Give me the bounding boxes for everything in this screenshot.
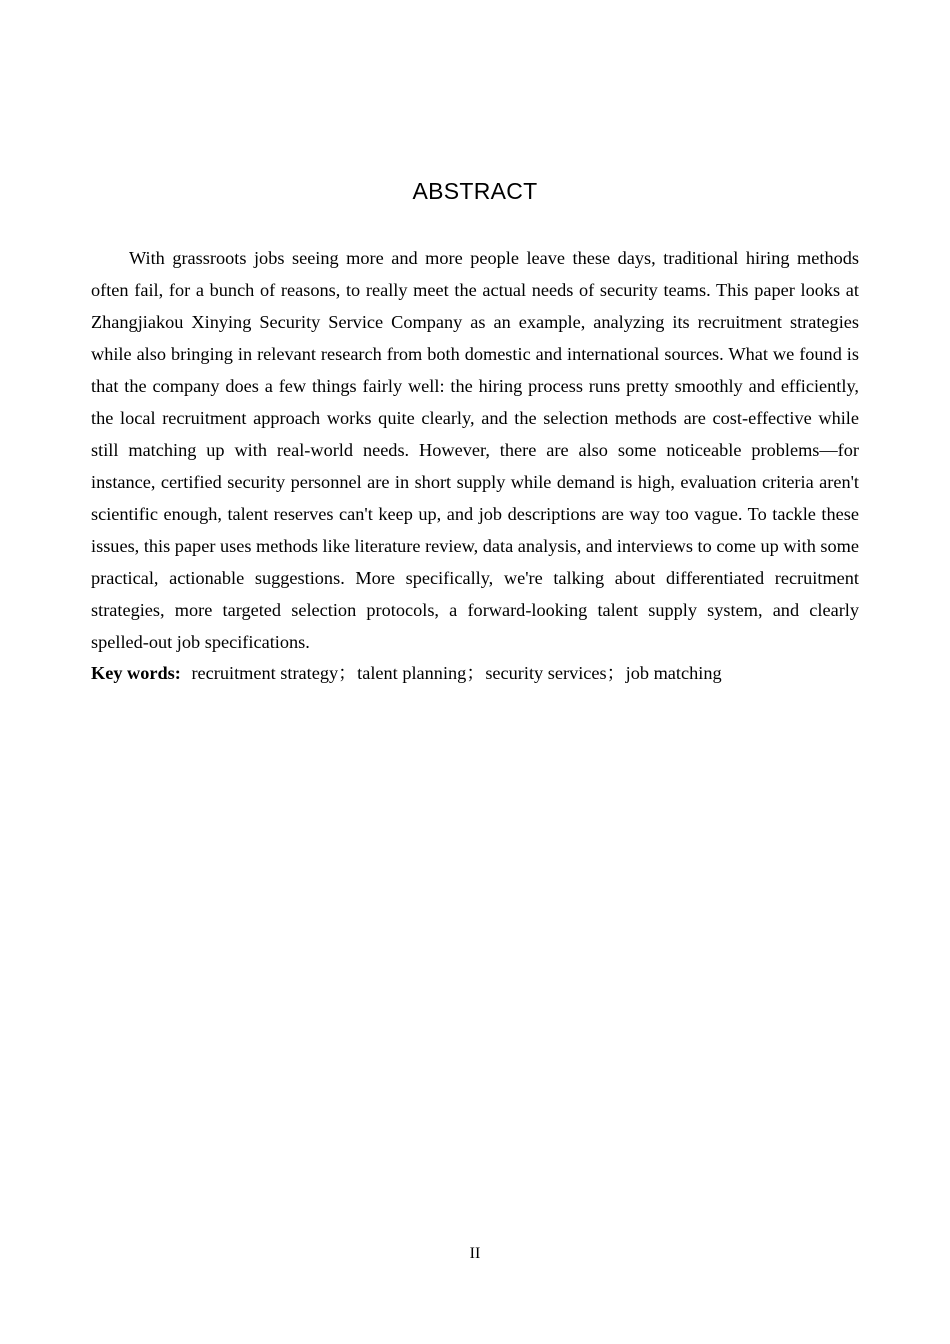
keyword-separator: ； <box>466 663 485 683</box>
keyword-separator: ； <box>338 663 357 683</box>
keyword-separator: ； <box>606 663 625 683</box>
abstract-title: ABSTRACT <box>412 178 538 204</box>
keywords-line <box>91 657 871 689</box>
keyword-item: talent planning <box>357 663 467 683</box>
keyword-item: job matching <box>625 663 722 683</box>
keyword-item: security services <box>485 663 607 683</box>
keyword-item: recruitment strategy <box>191 663 339 683</box>
abstract-body-paragraph: With grassroots jobs seeing more and more people leave these days, traditional hiring methods often fail, for a bunch of reasons, to really meet the actual needs of security teams. This paper looks at Zhangjiakou Xinying Security Service Company as an example, analyzing its recruitment strategies while also bringing in relevant research from both domestic and international sources. What we found is that the company does a few things fairly well: the hiring process runs pretty smoothly and efficiently, the local recruitment approach works quite clearly, and the selection methods are cost-effective while still matching up with real-world needs. However, there are also some noticeable problems—for instance, certified security personnel are in short supply while demand is high, evaluation criteria aren't scientific enough, talent reserves can't keep up, and job descriptions are way too vague. To tackle these issues, this paper uses methods like literature review, data analysis, and interviews to come up with some practical, actionable suggestions. More specifically, we're talking about differentiated recruitment strategies, more targeted selection protocols, a forward-looking talent supply system, and clearly spelled-out job specifications. <box>91 248 859 652</box>
page-number: II <box>469 1245 481 1262</box>
keywords-label: Key words: <box>91 663 181 683</box>
